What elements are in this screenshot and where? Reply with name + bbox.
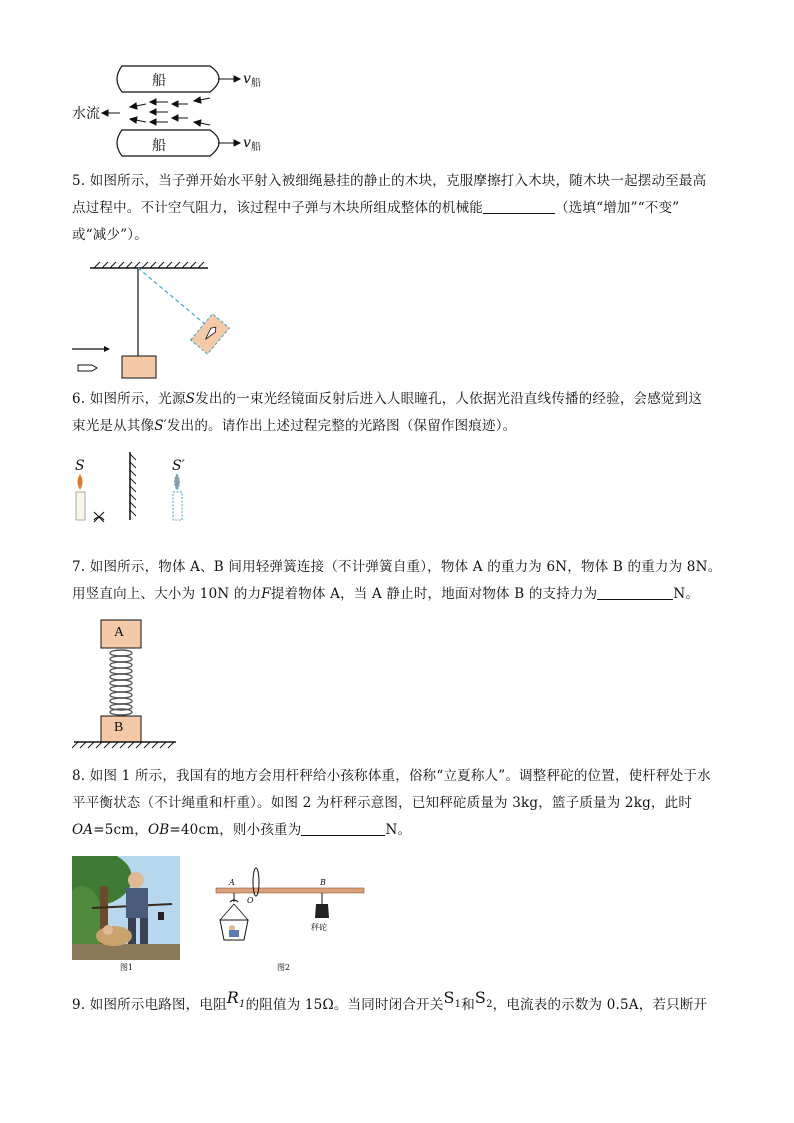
top-boat-shape xyxy=(117,66,219,92)
ceiling-hatching xyxy=(94,262,204,268)
q8-line-2: 平平衡状态（不计绳重和杆重）。如图 2 为杆秤示意图，已知秤砣质量为 3kg，篮子质量为 2kg，此时 xyxy=(72,795,693,811)
q7-answer-blank[interactable] xyxy=(597,585,673,600)
question-6 xyxy=(72,386,732,440)
image-S-prime-label: S′ xyxy=(172,458,185,474)
question-9: 9. 如图所示电路图，电阻$R_1$的阻值为 15Ω。当同时闭合开关$S_1$和$S_2$，电流表的示数为 0.5A，若只断开 xyxy=(72,988,708,1013)
eye-icon xyxy=(94,512,104,522)
q8-answer-blank[interactable] xyxy=(301,821,385,836)
steelyard-weight-label: 秤砣 xyxy=(311,923,327,932)
S2-symbol: $S_2$ xyxy=(474,988,493,1011)
q7-line-1: 7. 如图所示，物体 A、B 间用轻弹簧连接（不计弹簧自重），物体 A 的重力为 6N，物体 B 的重力为 8N。 xyxy=(72,559,722,575)
point-B-label: B xyxy=(320,878,326,887)
q7-line-2: 用竖直向上、大小为 10N 的力F提着物体 A，当 A 静止时，地面对物体 B 的支持力为 N。 xyxy=(72,586,700,602)
swung-block xyxy=(191,314,230,354)
top-velocity-label: $v_船$ xyxy=(243,71,261,89)
q6-line-2: 束光是从其像S′发出的。请作出上述过程完整的光路图（保留作图痕迹）。 xyxy=(72,418,517,434)
q8-line-3: OA=5cm，OB=40cm，则小孩重为 N。 xyxy=(72,822,412,838)
source-S-label: S xyxy=(75,458,85,474)
top-boat-label: 船 xyxy=(152,73,166,89)
bullet xyxy=(78,365,97,371)
q5-line-2: 点过程中。不计空气阻力，该过程中子弹与木块所组成整体的机械能 （选填“增加”“不变” xyxy=(72,200,680,216)
q5-line-1: 5. 如图所示，当子弹开始水平射入被细绳悬挂的静止的木块，克服摩擦打入木块，随木块一起摆动至最高 xyxy=(72,173,707,189)
figure-2-steelyard xyxy=(210,858,370,958)
water-flow-arrows xyxy=(102,97,210,126)
block xyxy=(122,356,156,378)
q6-line-1: 6. 如图所示，光源S发出的一束光经镜面反射后进入人眼瞳孔，人依据光沿直线传播的经验，会感觉到这 xyxy=(72,391,703,407)
swing-path xyxy=(138,268,212,330)
bullet-arrow xyxy=(72,346,110,352)
pendulum-figure xyxy=(70,258,240,382)
bottom-boat-label: 船 xyxy=(152,138,166,154)
question-7 xyxy=(72,554,742,608)
steelyard-weight xyxy=(315,904,329,918)
figure-1-illustration xyxy=(72,856,180,960)
image-candle-icon xyxy=(173,474,182,520)
block-A-label: A xyxy=(114,625,125,640)
spring-figure xyxy=(70,618,180,750)
q5-answer-blank[interactable] xyxy=(483,199,555,214)
figure-1-caption: 图1 xyxy=(120,963,134,972)
candle-icon xyxy=(76,474,85,520)
question-5 xyxy=(72,168,732,249)
steelyard-rod xyxy=(216,888,364,893)
S1-symbol: $S_1$ xyxy=(443,988,462,1011)
bottom-boat-shape xyxy=(117,130,219,156)
point-A-label: A xyxy=(229,878,235,887)
spring xyxy=(110,650,132,715)
water-flow-label: 水流 xyxy=(72,106,100,122)
velocity-arrow-top xyxy=(218,76,240,82)
basket-icon xyxy=(220,904,248,940)
R1-symbol: $R_1$ xyxy=(226,988,246,1011)
point-O-label: O xyxy=(247,896,254,905)
q5-line-3: 或“减少”）。 xyxy=(72,227,148,243)
bottom-velocity-label: $v_船$ xyxy=(243,135,261,153)
block-B-label: B xyxy=(114,720,124,735)
question-8 xyxy=(72,763,742,844)
velocity-arrow-bottom xyxy=(218,140,240,146)
figure-2-caption: 图2 xyxy=(277,963,291,972)
q8-line-1: 8. 如图 1 所示，我国有的地方会用杆秤给小孩称体重，俗称“立夏称人”。调整秤砣的位置，使杆秤处于水 xyxy=(72,768,711,784)
